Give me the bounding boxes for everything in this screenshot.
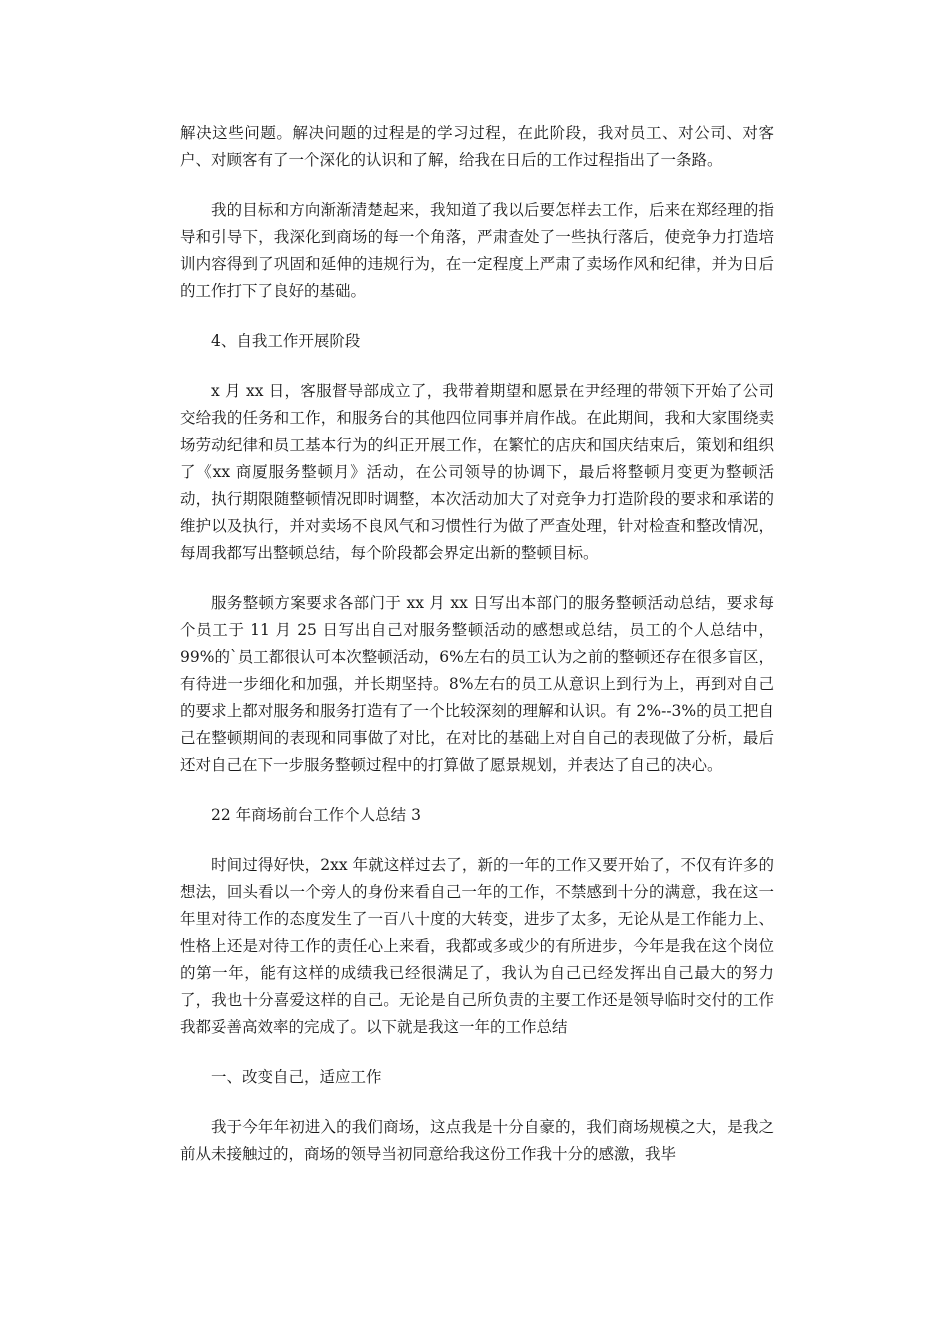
section-heading-4: 4、自我工作开展阶段	[211, 332, 361, 350]
paragraph-4: 服务整顿方案要求各部门于 xx 月 xx 日写出本部门的服务整顿活动总结，要求每个员工于 11 月 25 日写出自己对服务整顿活动的感想或总结，员工的个人总结中，99%的`员工都很认可本次整顿活动，6%左右的员工认为之前的整顿还存在很多盲区，有待进一步细化和加强，并长期坚持。8%左右的员工从意识上到行为上，再到对自己的要求上都对服务和服务打造有了一个比较深刻的理解和认识。有 2%--3%的员工把自己在整顿期间的表现和同事做了对比，在对比的基础上对自自己的表现做了分析，最后还对自己在下一步服务整顿过程中的打算做了愿景规划，并表达了自己的决心。	[180, 594, 774, 774]
paragraph-3: x 月 xx 日，客服督导部成立了，我带着期望和愿景在尹经理的带领下开始了公司交给我的任务和工作，和服务台的其他四位同事并肩作战。在此期间，我和大家围绕卖场劳动纪律和员工基本行为的纠正开展工作，在繁忙的店庆和国庆结束后，策划和组织了《xx 商厦服务整顿月》活动，在公司领导的协调下，最后将整顿月变更为整顿活动，执行期限随整顿情况即时调整，本次活动加大了对竞争力打造阶段的要求和承诺的维护以及执行，并对卖场不良风气和习惯性行为做了严查处理，针对检查和整改情况，每周我都写出整顿总结，每个阶段都会界定出新的整顿目标。	[180, 382, 774, 562]
paragraph-6: 我于今年年初进入的我们商场，这点我是十分自豪的，我们商场规模之大，是我之前从未接触过的，商场的领导当初同意给我这份工作我十分的感激，我毕	[180, 1118, 774, 1163]
summary-title-3: 22 年商场前台工作个人总结 3	[211, 806, 421, 824]
document-page	[180, 120, 774, 1191]
paragraph-2: 我的目标和方向渐渐清楚起来，我知道了我以后要怎样去工作，后来在郑经理的指导和引导下，我深化到商场的每一个角落，严肃查处了一些执行落后，使竞争力打造培训内容得到了巩固和延伸的违规行为，在一定程度上严肃了卖场作风和纪律，并为日后的工作打下了良好的基础。	[180, 201, 774, 300]
paragraph-1: 解决这些问题。解决问题的过程是的学习过程，在此阶段，我对员工、对公司、对客户、对顾客有了一个深化的认识和了解，给我在日后的工作过程指出了一条路。	[180, 124, 774, 169]
section-heading-1: 一、改变自己，适应工作	[211, 1068, 382, 1086]
paragraph-5: 时间过得好快，2xx 年就这样过去了，新的一年的工作又要开始了，不仅有许多的想法，回头看以一个旁人的身份来看自己一年的工作，不禁感到十分的满意，我在这一年里对待工作的态度发生了一百八十度的大转变，进步了太多，无论从是工作能力上、性格上还是对待工作的责任心上来看，我都或多或少的有所进步，今年是我在这个岗位的第一年，能有这样的成绩我已经很满足了，我认为自己已经发挥出自己最大的努力了，我也十分喜爱这样的自己。无论是自己所负责的主要工作还是领导临时交付的工作我都妥善高效率的完成了。以下就是我这一年的工作总结	[180, 856, 774, 1036]
